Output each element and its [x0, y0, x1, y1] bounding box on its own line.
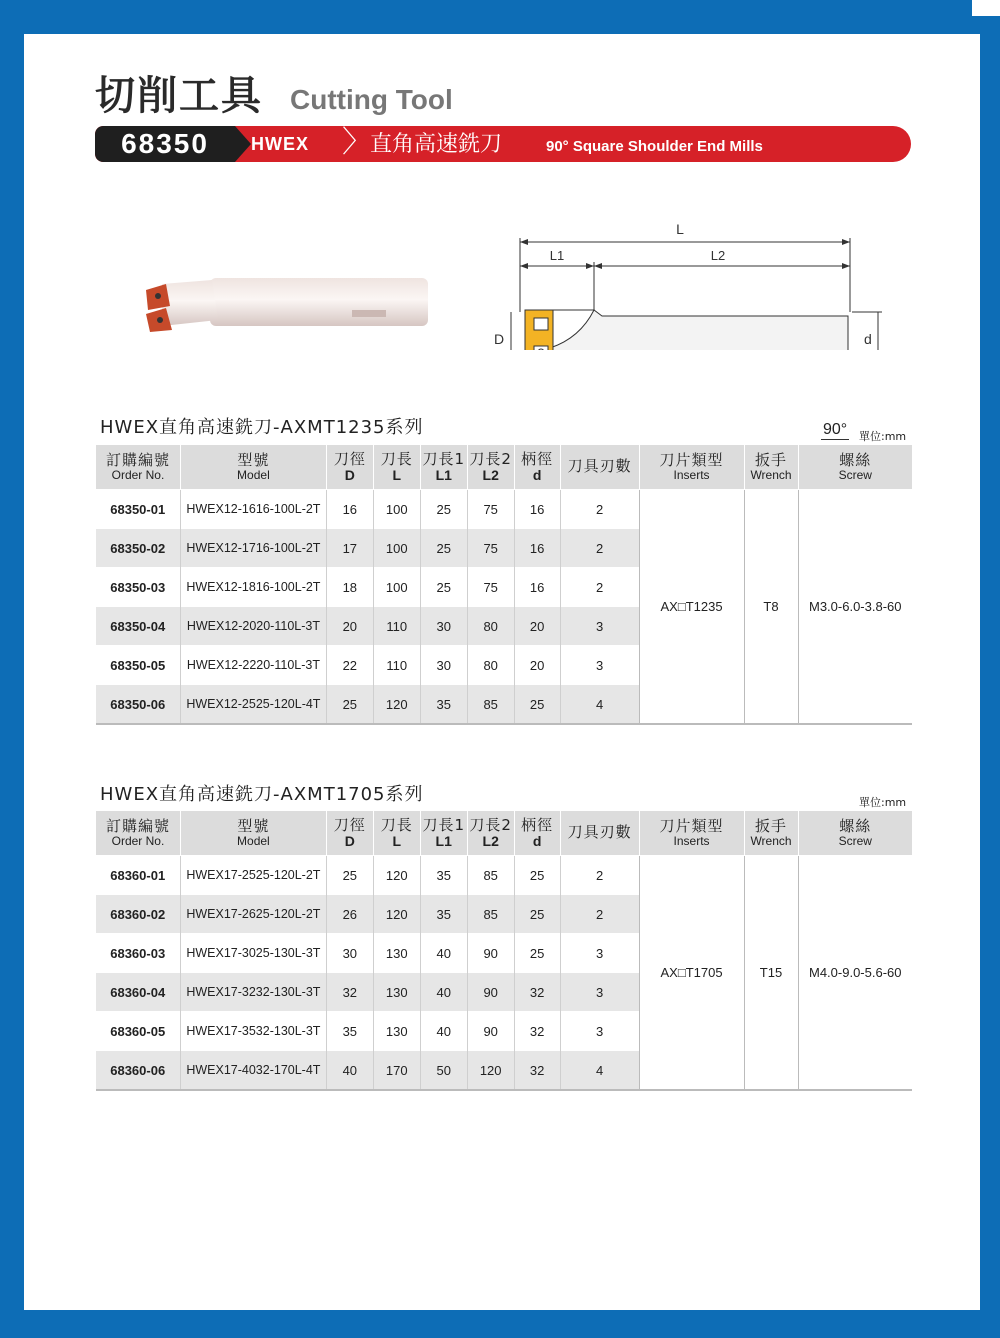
cell-d: 20 — [514, 607, 560, 646]
cell-d: 16 — [514, 490, 560, 529]
cell-teeth: 3 — [560, 607, 639, 646]
cell-order: 68350-03 — [96, 568, 181, 607]
cell-L2: 90 — [467, 1012, 514, 1051]
cell-screw: M4.0-9.0-5.6-60 — [798, 856, 912, 1091]
product-desc-zh: 直角高速銑刀 — [370, 132, 503, 157]
col-screw: 螺絲 Screw — [798, 811, 912, 856]
cell-wrench: T15 — [744, 856, 798, 1091]
cell-D: 22 — [326, 646, 373, 685]
cell-d: 32 — [514, 973, 560, 1012]
cell-teeth: 3 — [560, 1012, 639, 1051]
dim-L2: L2 — [710, 248, 726, 263]
cell-L: 130 — [373, 973, 420, 1012]
cell-order: 68360-03 — [96, 934, 181, 973]
cell-teeth: 2 — [560, 490, 639, 529]
cell-L2: 85 — [467, 895, 514, 934]
col-teeth: 刀具刃數 — [560, 445, 639, 490]
col-screw: 螺絲 Screw — [798, 445, 912, 490]
table2-title: HWEX直角高速銑刀-AXMT1705系列 — [100, 784, 424, 805]
col-L1: 刀長1 L1 — [420, 445, 467, 490]
cell-L1: 35 — [420, 895, 467, 934]
cell-L1: 35 — [420, 856, 467, 895]
cell-L2: 75 — [467, 568, 514, 607]
col-d: 柄徑 d — [514, 445, 560, 490]
cell-order: 68350-02 — [96, 529, 181, 568]
col-order: 訂購編號 Order No. — [96, 811, 181, 856]
product-model: HWEX — [251, 134, 309, 154]
cell-L2: 85 — [467, 685, 514, 725]
cell-L1: 50 — [420, 1051, 467, 1091]
cell-teeth: 2 — [560, 529, 639, 568]
cell-model: HWEX17-2525-120L-2T — [180, 856, 326, 895]
col-L: 刀長 L — [373, 811, 420, 856]
table2-unit: 單位:mm — [859, 796, 907, 809]
cell-L2: 80 — [467, 607, 514, 646]
col-inserts: 刀片類型 Inserts — [639, 445, 744, 490]
cell-d: 16 — [514, 568, 560, 607]
table1-title: HWEX直角高速銑刀-AXMT1235系列 — [100, 417, 424, 438]
cell-D: 32 — [326, 973, 373, 1012]
col-L2: 刀長2 L2 — [467, 445, 514, 490]
col-wrench: 扳手 Wrench — [744, 445, 798, 490]
chevron-icon: 〉 — [342, 126, 372, 159]
dim-D: D — [494, 331, 505, 347]
cell-D: 25 — [326, 685, 373, 725]
page-title-zh: 切削工具 — [95, 73, 263, 119]
cell-order: 68350-06 — [96, 685, 181, 725]
cell-teeth: 2 — [560, 895, 639, 934]
cell-D: 20 — [326, 607, 373, 646]
cell-teeth: 2 — [560, 568, 639, 607]
cell-D: 18 — [326, 568, 373, 607]
cell-L: 130 — [373, 1012, 420, 1051]
cell-D: 17 — [326, 529, 373, 568]
cell-L2: 85 — [467, 856, 514, 895]
table1-unit: 單位:mm — [859, 430, 907, 443]
cell-L1: 25 — [420, 529, 467, 568]
cell-L: 170 — [373, 1051, 420, 1091]
cell-model: HWEX12-2525-120L-4T — [180, 685, 326, 725]
cell-model: HWEX17-4032-170L-4T — [180, 1051, 326, 1091]
cell-L2: 120 — [467, 1051, 514, 1091]
cell-insert: AX□T1235 — [639, 490, 744, 725]
col-L2: 刀長2 L2 — [467, 811, 514, 856]
page-title-en: Cutting Tool — [290, 84, 453, 115]
cell-teeth: 4 — [560, 1051, 639, 1091]
cell-wrench: T8 — [744, 490, 798, 725]
cell-D: 30 — [326, 934, 373, 973]
dimension-diagram — [490, 220, 890, 350]
col-D: 刀徑 D — [326, 445, 373, 490]
cell-teeth: 4 — [560, 685, 639, 725]
cell-L: 110 — [373, 607, 420, 646]
product-code: 68350 — [95, 126, 235, 162]
cell-L2: 75 — [467, 529, 514, 568]
cell-D: 26 — [326, 895, 373, 934]
cell-order: 68350-04 — [96, 607, 181, 646]
col-L1: 刀長1 L1 — [420, 811, 467, 856]
cell-model: HWEX17-3232-130L-3T — [180, 973, 326, 1012]
cell-screw: M3.0-6.0-3.8-60 — [798, 490, 912, 725]
cell-teeth: 3 — [560, 973, 639, 1012]
cell-model: HWEX17-2625-120L-2T — [180, 895, 326, 934]
cell-d: 25 — [514, 856, 560, 895]
angle-label: 90° — [823, 421, 848, 438]
cell-L1: 30 — [420, 646, 467, 685]
cell-order: 68350-05 — [96, 646, 181, 685]
cell-L: 100 — [373, 529, 420, 568]
col-model: 型號 Model — [180, 811, 326, 856]
col-teeth: 刀具刃數 — [560, 811, 639, 856]
cell-L1: 25 — [420, 490, 467, 529]
cell-model: HWEX17-3025-130L-3T — [180, 934, 326, 973]
cell-L1: 40 — [420, 1012, 467, 1051]
col-L: 刀長 L — [373, 445, 420, 490]
cell-L: 120 — [373, 895, 420, 934]
cell-L: 130 — [373, 934, 420, 973]
table-row — [96, 856, 913, 895]
cell-L: 100 — [373, 568, 420, 607]
cell-L1: 25 — [420, 568, 467, 607]
cell-L: 100 — [373, 490, 420, 529]
cell-L1: 40 — [420, 934, 467, 973]
cell-teeth: 3 — [560, 934, 639, 973]
dim-L: L — [676, 221, 684, 237]
spec-table-1 — [95, 445, 912, 725]
cell-teeth: 2 — [560, 856, 639, 895]
cell-D: 35 — [326, 1012, 373, 1051]
cell-d: 16 — [514, 529, 560, 568]
col-inserts: 刀片類型 Inserts — [639, 811, 744, 856]
catalog-page — [24, 34, 980, 1310]
cell-L: 110 — [373, 646, 420, 685]
col-D: 刀徑 D — [326, 811, 373, 856]
cell-d: 25 — [514, 934, 560, 973]
cell-L1: 30 — [420, 607, 467, 646]
cell-d: 20 — [514, 646, 560, 685]
col-order: 訂購編號 Order No. — [96, 445, 181, 490]
cell-d: 25 — [514, 685, 560, 725]
cell-L2: 75 — [467, 490, 514, 529]
cell-order: 68360-04 — [96, 973, 181, 1012]
cell-L1: 35 — [420, 685, 467, 725]
col-wrench: 扳手 Wrench — [744, 811, 798, 856]
cell-order: 68360-06 — [96, 1051, 181, 1091]
page-corner — [972, 0, 1000, 16]
col-d: 柄徑 d — [514, 811, 560, 856]
cell-model: HWEX12-2020-110L-3T — [180, 607, 326, 646]
cell-order: 68360-05 — [96, 1012, 181, 1051]
cell-model: HWEX12-1816-100L-2T — [180, 568, 326, 607]
cell-d: 25 — [514, 895, 560, 934]
cell-L2: 90 — [467, 973, 514, 1012]
product-desc-en: 90° Square Shoulder End Mills — [546, 138, 763, 155]
cell-model: HWEX12-2220-110L-3T — [180, 646, 326, 685]
cell-order: 68350-01 — [96, 490, 181, 529]
cell-order: 68360-02 — [96, 895, 181, 934]
cell-model: HWEX12-1716-100L-2T — [180, 529, 326, 568]
cell-model: HWEX17-3532-130L-3T — [180, 1012, 326, 1051]
cell-L2: 80 — [467, 646, 514, 685]
table-row — [96, 490, 913, 529]
cell-teeth: 3 — [560, 646, 639, 685]
cell-insert: AX□T1705 — [639, 856, 744, 1091]
cell-d: 32 — [514, 1051, 560, 1091]
dim-L1: L1 — [549, 248, 565, 263]
cell-L1: 40 — [420, 973, 467, 1012]
cell-L: 120 — [373, 685, 420, 725]
cell-D: 16 — [326, 490, 373, 529]
product-banner — [95, 126, 911, 162]
cell-model: HWEX12-1616-100L-2T — [180, 490, 326, 529]
cell-L2: 90 — [467, 934, 514, 973]
dim-d: d — [864, 331, 872, 347]
cell-order: 68360-01 — [96, 856, 181, 895]
tool-photo — [132, 270, 432, 334]
cell-D: 40 — [326, 1051, 373, 1091]
cell-d: 32 — [514, 1012, 560, 1051]
cell-L: 120 — [373, 856, 420, 895]
col-model: 型號 Model — [180, 445, 326, 490]
cell-D: 25 — [326, 856, 373, 895]
spec-table-2 — [95, 811, 912, 1091]
